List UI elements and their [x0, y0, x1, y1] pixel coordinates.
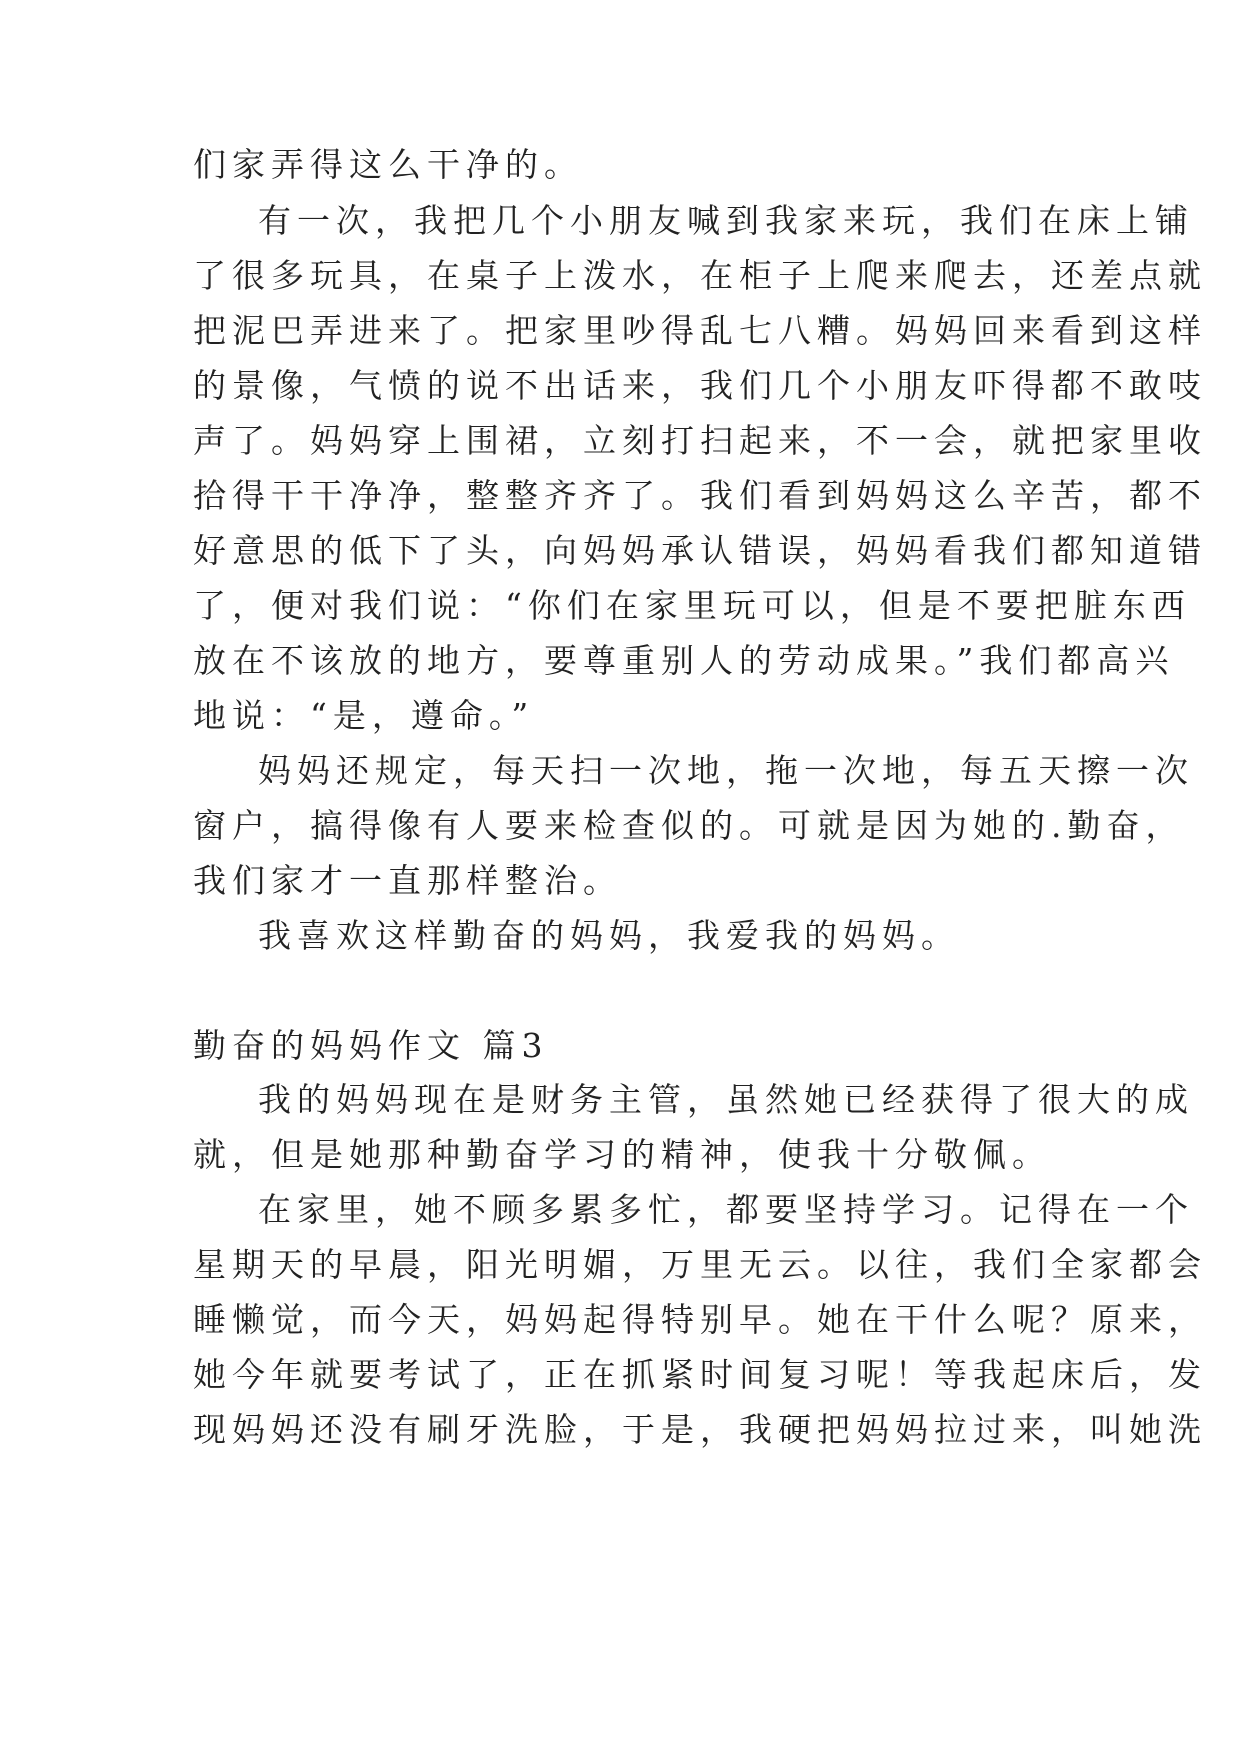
text-line: 了，便对我们说：“你们在家里玩可以，但是不要把脏东西	[193, 586, 1191, 625]
text-line: 把泥巴弄进来了。把家里吵得乱七八糟。妈妈回来看到这样	[193, 311, 1207, 350]
text-line: 地说：“是，遵命。”	[193, 696, 535, 735]
text-line: 声了。妈妈穿上围裙，立刻打扫起来，不一会，就把家里收	[193, 421, 1207, 460]
text-line: 有一次，我把几个小朋友喊到我家来玩，我们在床上铺	[258, 201, 1194, 240]
text-line: 现妈妈还没有刷牙洗脸，于是，我硬把妈妈拉过来，叫她洗	[193, 1410, 1207, 1449]
text-line: 我们家才一直那样整治。	[193, 861, 622, 900]
text-line: 在家里，她不顾多累多忙，都要坚持学习。记得在一个	[258, 1190, 1194, 1229]
text-line: 拾得干干净净，整整齐齐了。我们看到妈妈这么辛苦，都不	[193, 476, 1207, 515]
text-line: 们家弄得这么干净的。	[193, 145, 583, 184]
section-title: 勤奋的妈妈作文 篇3	[193, 1026, 549, 1065]
text-line: 就，但是她那种勤奋学习的精神，使我十分敬佩。	[193, 1135, 1051, 1174]
text-line: 好意思的低下了头，向妈妈承认错误，妈妈看我们都知道错	[193, 531, 1207, 570]
text-line: 的景像，气愤的说不出话来，我们几个小朋友吓得都不敢吱	[193, 366, 1207, 405]
text-line: 我的妈妈现在是财务主管，虽然她已经获得了很大的成	[258, 1080, 1194, 1119]
text-line: 妈妈还规定，每天扫一次地，拖一次地，每五天擦一次	[258, 751, 1194, 790]
text-line: 睡懒觉，而今天，妈妈起得特别早。她在干什么呢？原来，	[193, 1300, 1207, 1339]
text-line: 她今年就要考试了，正在抓紧时间复习呢！等我起床后，发	[193, 1355, 1207, 1394]
text-line: 星期天的早晨，阳光明媚，万里无云。以往，我们全家都会	[193, 1245, 1207, 1284]
text-line: 了很多玩具，在桌子上泼水，在柜子上爬来爬去，还差点就	[193, 256, 1207, 295]
text-line: 我喜欢这样勤奋的妈妈，我爱我的妈妈。	[258, 916, 960, 955]
text-line: 窗户，搞得像有人要来检查似的。可就是因为她的.勤奋，	[193, 806, 1185, 845]
text-line: 放在不该放的地方，要尊重别人的劳动成果。”我们都高兴	[193, 641, 1175, 680]
